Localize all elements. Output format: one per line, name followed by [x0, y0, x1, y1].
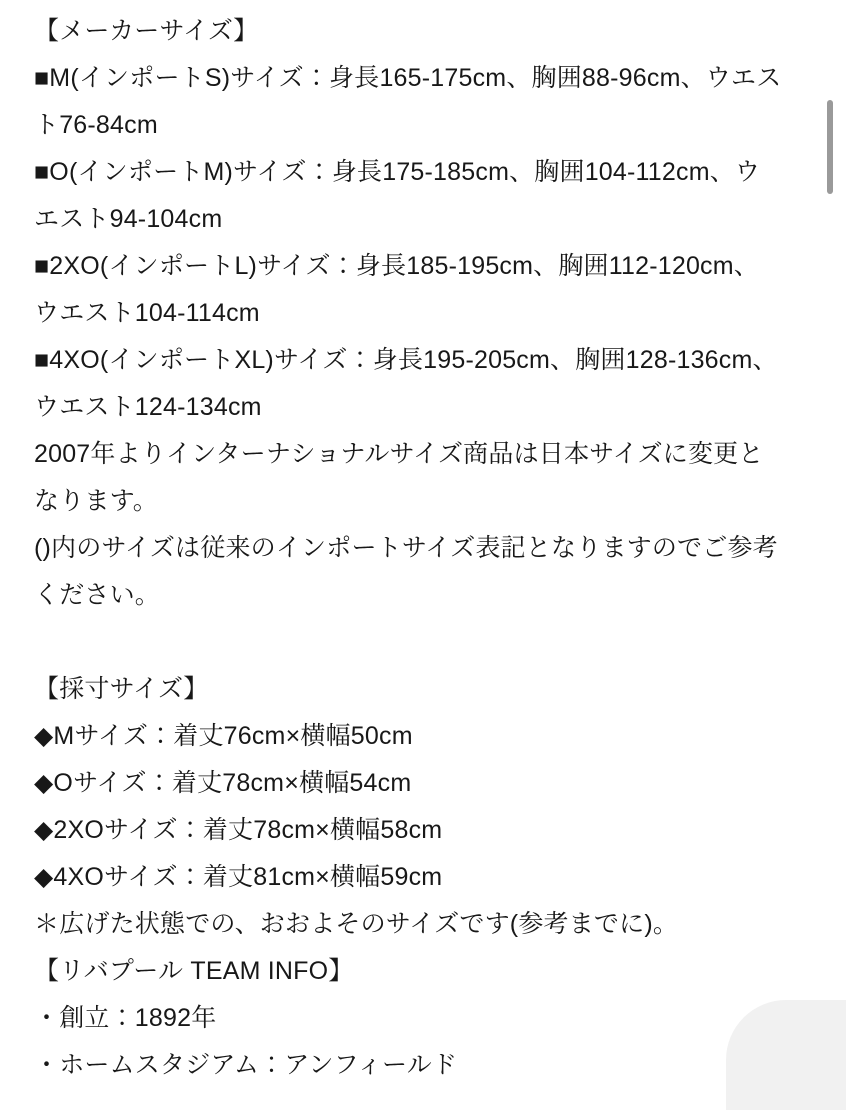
section-heading-maker-size: 【メーカーサイズ】	[34, 17, 259, 45]
maker-size-note-import-label: ()内のサイズは従来のインポートサイズ表記となりますのでご参考ください。	[34, 534, 778, 609]
maker-size-item-2xo: ■2XO(インポートL)サイズ：身長185-195cm、胸囲112-120cm、ウエスト104-114cm	[34, 252, 759, 327]
team-info-home-stadium: ・ホームスタジアム：アンフィールド	[34, 1051, 458, 1079]
maker-size-item-m: ■M(インポートS)サイズ：身長165-175cm、胸囲88-96cm、ウエスト76-84cm	[34, 64, 782, 139]
measured-size-note: ＊広げた状態での、おおよそのサイズです(参考までに)。	[34, 910, 679, 938]
measured-size-item-4xo: ◆4XOサイズ：着丈81cm×横幅59cm	[34, 863, 443, 891]
section-spacer	[34, 619, 784, 666]
vertical-scrollbar-track[interactable]	[832, 0, 840, 1080]
measured-size-item-2xo: ◆2XOサイズ：着丈78cm×横幅58cm	[34, 816, 443, 844]
maker-size-item-4xo: ■4XO(インポートXL)サイズ：身長195-205cm、胸囲128-136cm、ウエスト124-134cm	[34, 346, 778, 421]
section-heading-team-info: 【リバプール TEAM INFO】	[34, 957, 354, 985]
maker-size-note-japan-size: 2007年よりインターナショナルサイズ商品は日本サイズに変更となります。	[34, 440, 764, 515]
vertical-scrollbar-thumb[interactable]	[827, 100, 833, 194]
measured-size-item-o: ◆Oサイズ：着丈78cm×横幅54cm	[34, 769, 412, 797]
team-info-founded: ・創立：1892年	[34, 1004, 217, 1032]
section-heading-measured-size: 【採寸サイズ】	[34, 675, 209, 703]
maker-size-item-o: ■O(インポートM)サイズ：身長175-185cm、胸囲104-112cm、ウエスト94-104cm	[34, 158, 761, 233]
measured-size-item-m: ◆Mサイズ：着丈76cm×横幅50cm	[34, 722, 413, 750]
